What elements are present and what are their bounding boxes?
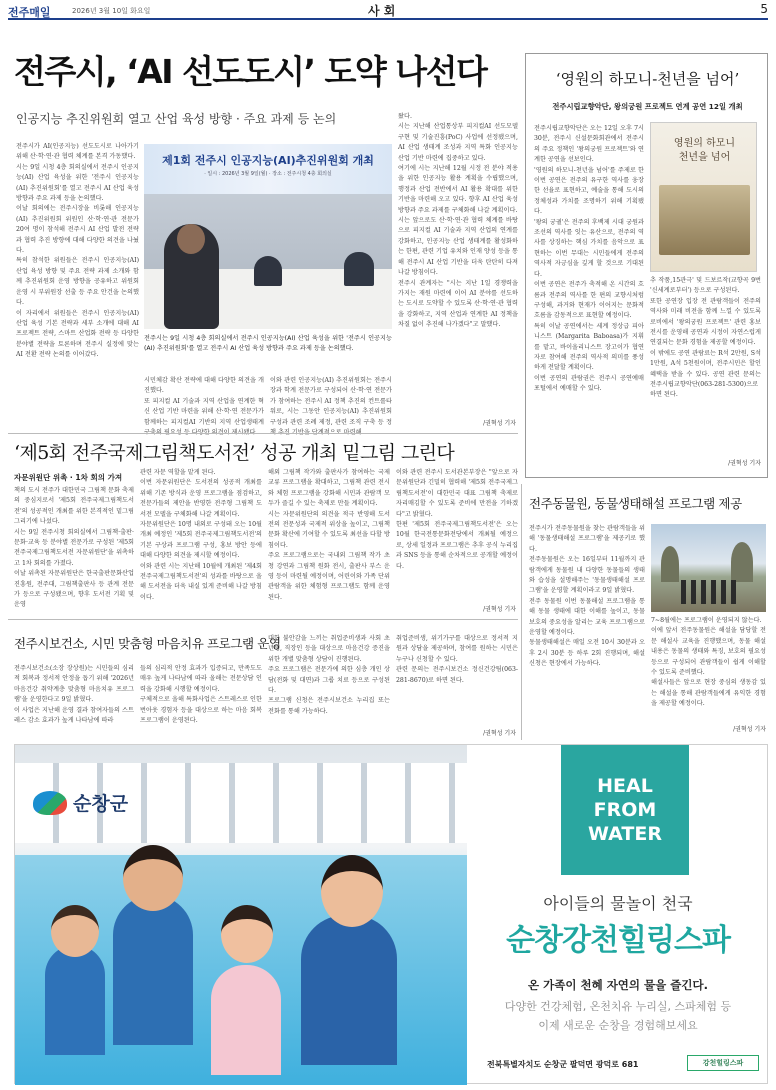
- byline: /권혁성 기자: [483, 606, 516, 613]
- story-column: 관련 자문 역할을 맡게 된다. 이번 자문위원단은 도서전의 성공적 개최를 위해 기존 방식과 운영 프로그램을 점검하고, 전문가들의 제안을 반영한 전주형 그림책 도서전 모델을 구체화해 나갈 계획이다. 자문위원단은 10명 내외로 구성돼 오는 10월 개최 예정인 '제5회 전주국제그림책도서전'의 기본 구상과 프로그램 구성, 홍보 방안 등에 대해 다양한 의견을 제시할 예정이다. 이와 관련 시는 지난해 10월에 개최된 '제4회 전주국제그림책도서전'의 성과를 바탕으로 올해 도서전을 더욱 내실 있게 준비해 나갈 방침이다.: [140, 469, 262, 601]
- ad-badge-text: 강천힐링스파: [702, 1059, 744, 1067]
- father-figure: [113, 895, 193, 1045]
- child-head: [51, 905, 99, 957]
- story-symphony-box: [525, 53, 768, 478]
- story-column: 7~8월에는 프로그램이 운영되지 않는다. 이에 앞서 전주동물원은 해설을 담당할 전문 해설사 교육을 진행했으며, 동물 해설 내용은 동물의 생태와 특징, 보호의 필요성 등으로 구성되어 관람객들이 쉽게 이해할 수 있도록 준비했다. 해설사들은 앞으로 현장 중심의 생동감 있는 해설을 통해 관람객들에게 유익한 경험을 제공할 예정이다.: [651, 617, 766, 708]
- masthead-date: 2026년 3월 10일 화요일: [72, 7, 151, 15]
- byline: /권혁성 기자: [483, 420, 516, 427]
- badge-line: FROM: [593, 799, 657, 821]
- zoo-photo: [651, 524, 766, 612]
- story-column: 이와 관련 인공지능(AI) 추진위원회는 전주시장과 학계 전문가로 구성되어 산·학·연 전문가가 참여하는 전주시 AI 정책 추진의 컨트롤타워로, 시는 그동안 인공지능(AI) 추진위원회 구성과 관련 조례 제정, 관련 조직 구축 등 정: [270, 377, 392, 426]
- concert-poster: [650, 122, 757, 272]
- headline: ‘영원의 하모니-천년을 넘어’: [555, 70, 740, 88]
- story-column: 전주시가 전주동물원을 찾는 관람객들을 위해 '동물생태해설 프로그램'을 제공키로 했다. 전주동물원은 오는 16일부터 11월까지 관람객에게 동물원 내 다양한 동물들의 생태와 습성을 설명해주는 '동물생태해설 프로그램'을 운영할 계획이라고 9일 밝혔다. 전주 동물원 이번 동물해설 프로그램을 통해 동물 생태에 대한 이해를 높이고, 동물 보호의 중요성을 알리는 교육 프로그램으로 운영할 예정이다. 동물생태해설은 매일 오전 10시 30분과 오후 2시 30분 등 하루 2회 진행되며, 해설 신청은 현장에서 가능하다.: [529, 525, 645, 668]
- story-column: 책의 도시 전주가 대한민국 그림책 문화 축제의 중심지로서 '제5회 전주국제그림책도서전'의 성공적인 개최를 위한 본격적인 밑그림 그리기에 나섰다. 시는 9일 전주시청 회의실에서 그림책·출판·문화·교육 등 분야별 전문가로 구성된 '제5회 전주국제그림책도서전 자문위원단'을 위촉하고 1차 회의를 가졌다. 이날 위촉된 자문위원단은 한국출판문화산업진흥원, 전주대, 그림책출판사 등 관계 전문가 등으로 구성됐으며, 향후 도서전 기획 및 운영: [14, 487, 134, 609]
- headline: 전주시보건소, 시민 맞춤형 마음치유 프로그램 운영: [14, 636, 281, 651]
- byline: /권혁성 기자: [728, 460, 761, 467]
- page-number: 5: [760, 2, 768, 16]
- masthead-name: 전주매일: [8, 6, 51, 19]
- story-health-center: [8, 624, 518, 740]
- story-column: 전주시립교향악단은 오는 12일 오후 7시 30분, 전주시 신설문화회관에서 전주시의 주요 정책인 '왕의궁원 프로젝트'와 연계한 공연을 선보인다. '영원의 하모니-천년을 넘어'를 주제로 한 이번 공연은 전주의 유구한 역사를 웅장한 선율로 표현하고, 예술을 통해 도시의 정체성과 가치를 조명하기 위해 기획됐다. '왕의 궁궐'은 전주의 후백제 시대 궁원과 조선의 역사를 잇는 유산으로, 전주의 역사를 상징하는 핵심 가치를 음악으로 표현하는 이번 무대는 시민들에게 전주의 역사적 자긍심을 깊게 할 것으로 기대된다. 이번 공연은 전주가 축적해 온 시간의 흐름과 전주의 역사를 한 편의 교향시처럼 구성해, 과거와 현재가 이어지는 문화적 흐름을 감동적으로 표현할 예정이다. 특히 이날 공연에서는 세계 정상급 피아니스트 (Margarita Baboasa)가 지휘를 맡고, 바이올리니스트 장고이가 협연자로 참여해 전주의 역사적 의미를 풍성하게 전달할 계획이다. 이번 공연의 관람권은 전주시 공연예매 포털에서 예매할 수 있다.: [534, 125, 644, 393]
- logo-mark-icon: [33, 791, 67, 815]
- county-logo: [33, 785, 153, 825]
- story-column: 전주시보건소(소장 장상원)는 시민들의 심리적 회복과 정서적 안정을 돕기 위해 '2026년 마음건강 취약계층 맞춤형 마음치유 프로그램'을 운영한다고 9일 밝혔다. 이 사업은 지난해 운영 결과 참여자들의 스트레스 감소 효과가 높게 나타남에 따라: [14, 665, 134, 725]
- person-figure: [254, 256, 282, 286]
- girl-figure: [211, 965, 281, 1075]
- story-picturebook: [8, 438, 518, 616]
- poster-title: 영원의 하모니 천년을 넘어: [673, 138, 736, 163]
- page-header: [8, 2, 768, 20]
- byline: /권혁성 기자: [733, 726, 766, 733]
- ad-address: 전북특별자치도 순창군 팔덕면 광덕로 681: [487, 1060, 639, 1069]
- subheadline: 인공지능 추진위원회 열고 산업 육성 방향 · 주요 과제 등 논의: [16, 112, 337, 126]
- story-column: 대한 불안감을 느끼는 취업준비생과 사회 초년생, 직장인 등을 대상으로 마음건강 증진을 위한 개별 맞춤형 상담이 진행된다. 주요 프로그램은 전문가에 의한 심층 개인 상담(전화 및 대면)과 그룹 치료 등으로 구성된다. 프로그램 신청은 전주시보건소 누리집 또는 전화를 통해 가능하다.: [268, 635, 390, 715]
- ad-description: 다양한 건강체험, 온천치유 누리실, 스파체험 등: [504, 1000, 732, 1013]
- story-ai-city: [8, 46, 518, 431]
- pool-photo: [15, 745, 467, 1085]
- headline: 전주동물원, 동물생태해설 프로그램 제공: [529, 496, 742, 511]
- logo-text: 순창군: [73, 793, 129, 815]
- story-column: 전주시가 AI(인공지능) 선도도시로 나아가기 위해 산·학·연·관 협력 체계를 본격 가동했다. 시는 9일 시청 4층 회의실에서 전주시 인공지능(AI) 산업 육성을 위한 '전주시 인공지능(AI) 추진위원회'를 열고 전주시 AI 산업 육성 방향과 주요 과제 등을 논의했다. 이날 회의에는 전주시장을 비롯해 인공지능(AI) 추진위원회 위원인 산·학·연·관 전문가 20여 명이 참석해 전주시 AI 산업 발전 전략과 협력 추진 방향에 대해 다양한 의견을 나눴다. 특히 참석한 위원들은 전주시 인공지능(AI) 산업 육성 방향 및 주요 전략 과제 소개와 함께 추진위원회 운영 방향을 공유하고 위원회 운영 시 부위원장 선출 등 주요 안건을 논의했다. 이 자리에서 위원들은 전주시 인공지능(AI) 산업 육성 기본 전략과 세부 소개에 대해 AI 프로젝트 전략, 스마트 산업화 전략 등 다양한 분야별 전략을 토론하며 전주시 실정에 맞는 AI 전환 전략 논의를 이어갔다.: [16, 143, 139, 359]
- mother-head: [321, 855, 383, 927]
- badge-line: WATER: [588, 823, 662, 845]
- headline: ‘제5회 전주국제그림책도서전’ 성공 개최 밑그림 그린다: [14, 442, 455, 464]
- story-column: 해외 그림책 작가와 출판사가 참여하는 국제 교류 프로그램을 확대하고, 그림책 관련 전시와 체험 프로그램을 강화해 시민과 관람객 모두가 즐길 수 있는 축제로 만들 계획이다. 시는 자문위원단의 의견을 적극 반영해 도서전의 전문성과 국제적 위상을 높이고, 그림책 문화 확산에 기여할 수 있도록 최선을 다할 방침이다. 주요 프로그램으로는 국내외 그림책 작가 초청 강연과 그림책 원화 전시, 출판사 부스 운영 등이 마련될 예정이며, 어린이와 가족 단위 관람객을 위한 체험형 프로그램도 함께 운영된다.: [268, 469, 390, 601]
- ad-brand: 순창강천힐링스파: [506, 923, 730, 958]
- story-column: 왔다. 시는 지난해 산업통상부 피지컬AI 선도모델 구현 및 기술진흥(PoC) 사업에 선정됐으며, AI 산업 생태계 조성과 지역 특화 인공지능 산업 기반 마련에 집중하고 있다. 여기에 시는 지난해 12월 시정 전 분야 적용을 위한 인공지능 활용 계획을 수립했으며, 행정과 산업 전반에서 AI 활용 확대를 위한 기반을 마련해 오고 있다. 향후 AI 산업 육성 방향과 주요 과제를 구체화해 나갈 계획이다. 시는 앞으로도 산·학·연·관 협력 체계를 바탕으로 피지컬 AI 기술과 지역 산업의 연계를 강화하고, 인공지능 산업 생태계를 활성화하는 한편, 관련 기업 유치와 인재 양성 등을 통해 전주시 AI 산업 기반을 더욱 탄탄히 다져 나갈 방침이다. 전주시 관계자는 "시는 지난 1일 경쟁력을 가지는 재원 마련에 이어 AI 분야를 선도하는 도시로 도약할 수 있도록 산·학·연·관 협력을 강화하고, 지역 산업과 연계한 AI 정책을 차질 없이 추진해 나가겠다"고 말했다.: [398, 113, 518, 329]
- mother-figure: [301, 915, 397, 1065]
- poster-image: [659, 185, 750, 255]
- photo-banner-text: 제1회 전주시 인공지능(AI)추진위원회 개최: [162, 154, 374, 167]
- person-head: [177, 224, 205, 254]
- badge-line: HEAL: [597, 775, 653, 797]
- subheadline: 전주시립교향악단, 왕의궁원 프로젝트 연계 공연 12일 개최: [552, 102, 743, 111]
- section-name: 사 회: [368, 4, 396, 18]
- divider: [8, 433, 518, 434]
- byline: /권혁성 기자: [483, 730, 516, 737]
- ad-slogan: 온 가족이 천혜 자연의 물을 즐긴다.: [528, 978, 708, 992]
- person-figure: [344, 252, 374, 286]
- subheadline: 자문위원단 위촉 · 1차 회의 가져: [14, 473, 123, 482]
- divider: [521, 484, 522, 740]
- story-column: 취업준비생, 위기가구를 대상으로 정서적 지원과 상담을 제공하며, 참여를 원하는 시민은 누구나 신청할 수 있다. 관련 문의는 전주시보건소 정신건강팀(063-281-8670)로 하면 된다.: [396, 635, 518, 684]
- tree-silhouette: [731, 542, 753, 582]
- story-column: 시민체감 확산 전략에 대해 다양한 의견을 개진했다. 또 피지컬 AI 기술과 지역 산업을 연계한 혁신 산업 기반 마련을 위해 산·학·연 전문가가 함께하는 피지컬AI 기반의 지역 산업생태계: [144, 377, 264, 426]
- story-column: 들의 심리적 안정 효과가 입증되고, 만족도도 매우 높게 나타남에 따라 올해는 전문상담 인력을 강화해 시행할 예정이다. 구체적으로 올해 특화사업은 스트레스로 인한 번아웃 경험자 등을 대상으로 하는 마음 회복 프로그램이 운영된다.: [140, 665, 262, 725]
- father-head: [123, 845, 183, 911]
- story-zoo: [525, 486, 768, 738]
- girl-head: [221, 905, 273, 963]
- visitors-group: [681, 580, 741, 604]
- story-column: 이와 관련 전주시 도서관본부장은 "앞으로 자문위원단과 긴밀히 협력해 '제5회 전주국제그림책도서전'이 대한민국 대표 그림책 축제로 자리매김할 수 있도록 준비에 만전을 기하겠다"고 밝혔다. 한편 '제5회 전주국제그림책도서전'은 오는 10월 한국전통문화전당에서 개최될 예정으로, 상세 일정과 프로그램은 추후 공식 누리집과 SNS 등을 통해 순차적으로 공개할 예정이다.: [396, 469, 518, 570]
- photo-banner-subtext: · 일시 : 2026년 3월 9일(월) · 장소 : 전주시청 4층 회의실: [204, 171, 332, 177]
- ad-tagline: 아이들의 물놀이 천국: [543, 894, 693, 913]
- story-column: 추 작품,15관극' 및 드보르작(교향곡 9번 '신세계로부터') 등으로 구성된다. 또한 공연장 입장 전 관람객들이 전주의 역사와 미래 비전을 함께 느낄 수 있도록 로비에서 '왕의궁원 프로젝트' 관련 홍보 전시를 운영해 공연과 시정이 자연스럽게 연결되는 문화 경험을 제공할 예정이다. 이 밖에도 공연 관람료는 R석 2만원, S석 1만원, A석 5천원이며, 전주시민은 할인 혜택을 받을 수 있다. 공연 관련 문의는 전주시립교향악단(063-281-5300)으로 하면 된다.: [650, 277, 761, 399]
- tree-silhouette: [661, 546, 679, 582]
- spa-advertisement: [14, 744, 768, 1084]
- child-figure: [45, 945, 105, 1055]
- ad-description: 이제 새로운 순창을 경험해보세요: [538, 1019, 698, 1032]
- divider: [8, 619, 518, 620]
- headline: 전주시, ‘AI 선도도시’ 도약 나선다: [14, 52, 487, 91]
- ad-badge: [687, 1055, 759, 1071]
- photo-caption: 전주시는 9일 시청 4층 회의실에서 전주시 인공지능(AI) 산업 육성을 위한 '전주시 인공지능(AI) 추진위원회'를 열고 전주시 AI 산업 육성 방향과 주요 과제 등을 논의했다.: [144, 335, 392, 353]
- news-photo: [144, 144, 392, 329]
- heal-from-water-badge: [561, 745, 689, 875]
